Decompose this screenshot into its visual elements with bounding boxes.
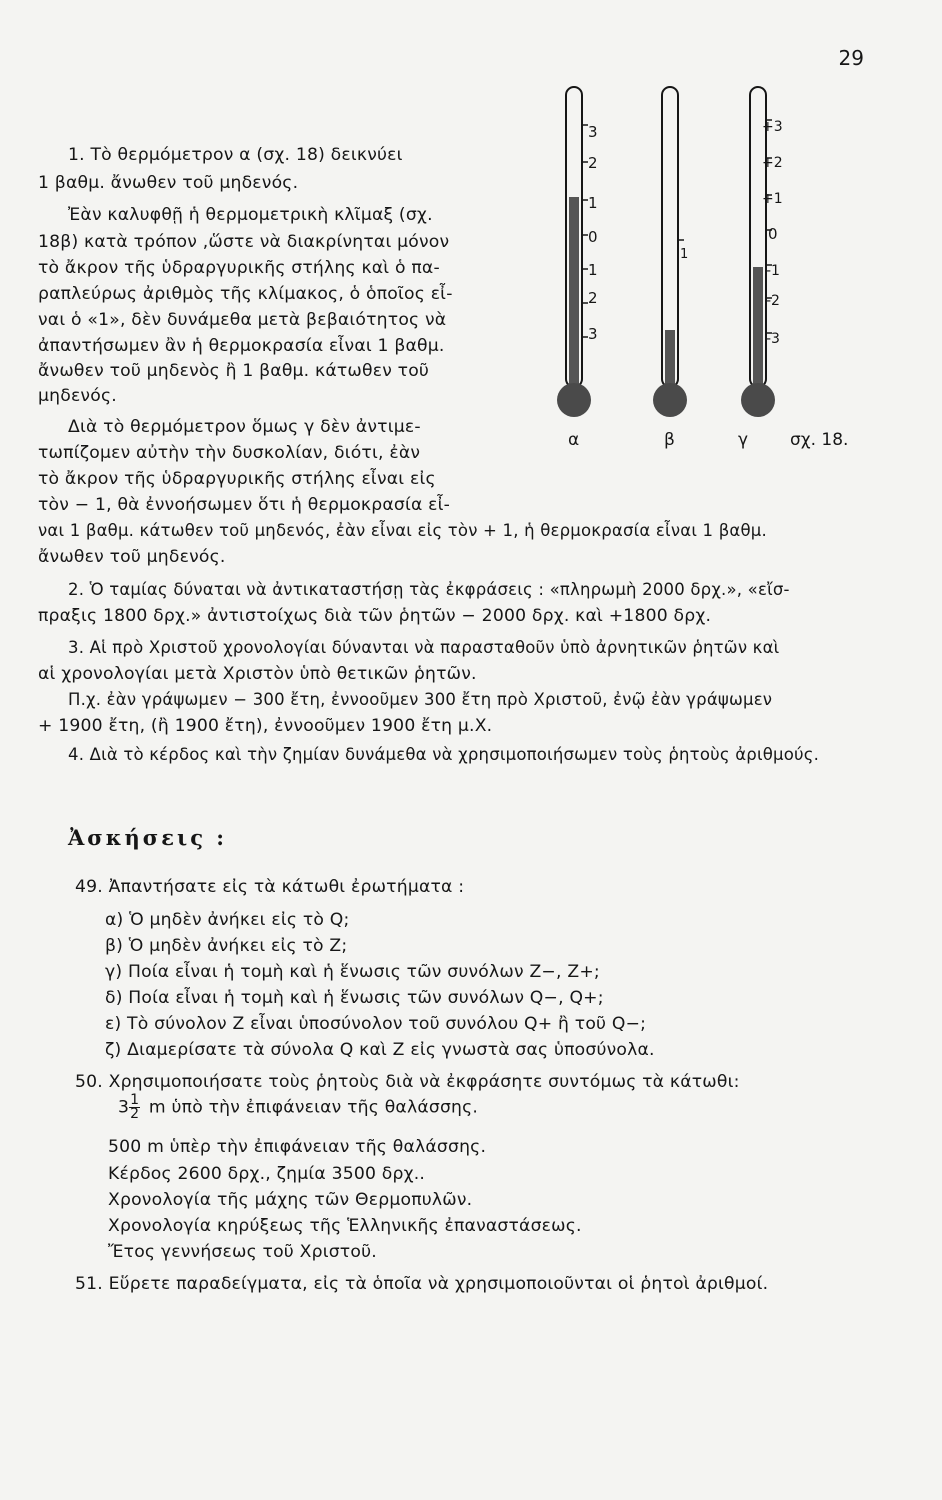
paragraph-line: αἱ χρονολογίαι μετὰ Χριστὸν ὑπὸ θετικῶν ῥητῶν. [38, 664, 477, 684]
tick-label: 3 [588, 123, 598, 141]
paragraph-line: ἀπαντήσωμεν ἂν ἡ θερμοκρασία εἶναι 1 βαθμ. [38, 336, 445, 356]
paragraph-line: ναι 1 βαθμ. κάτωθεν τοῦ μηδενός, ἐὰν εἶναι εἰς τὸν + 1, ἡ θερμοκρασία εἶναι 1 βαθμ. [38, 521, 767, 540]
tick-label: 0 [768, 225, 778, 243]
paragraph-line: Π.χ. ἐὰν γράψωμεν − 300 ἔτη, ἐννοοῦμεν 300 ἔτη πρὸ Χριστοῦ, ἐνῷ ἐὰν γράψωμεν [68, 690, 773, 709]
thermometer-gamma [738, 87, 783, 450]
exercise-49: 49. Ἀπαντήσατε εἰς τὰ κάτωθι ἐρωτήματα : [75, 877, 465, 897]
tick-label: 0 [588, 228, 598, 246]
paragraph-line: 2. Ὁ ταμίας δύναται νὰ ἀντικαταστήσῃ τὰς ἐκφράσεις : «πληρωμὴ 2000 δρχ.», «εἴσ- [68, 580, 790, 599]
fraction-numerator: 1 [130, 1092, 140, 1108]
paragraph-line: μηδενός. [38, 386, 117, 406]
thermometer-label: α [568, 430, 580, 450]
paragraph-line: ναι ὁ «1», δὲν δυνάμεθα μετὰ βεβαιότητος νὰ [38, 310, 447, 330]
exercise-49-item: α) Ὁ μηδὲν ἀνήκει εἰς τὸ Q; [105, 910, 350, 930]
tick-label: -3 [766, 331, 780, 347]
exercise-49-item: ζ) Διαμερίσατε τὰ σύνολα Q καὶ Ζ εἰς γνωστὰ σας ὑποσύνολα. [105, 1040, 655, 1060]
paragraph-line: Διὰ τὸ θερμόμετρον ὅμως γ δὲν ἀντιμε- [68, 417, 421, 437]
exercise-49-item: ε) Τὸ σύνολον Ζ εἶναι ὑποσύνολον τοῦ συνόλου Q+ ἢ τοῦ Q−; [105, 1014, 647, 1034]
paragraph-line: τὸ ἄκρον τῆς ὑδραργυρικῆς στήλης καὶ ὁ πα- [38, 258, 440, 278]
exercise-50-item: Ἔτος γεννήσεως τοῦ Χριστοῦ. [108, 1242, 377, 1262]
tick-label: 3 [588, 325, 598, 343]
exercise-50: 50. Χρησιμοποιήσατε τοὺς ῥητοὺς διὰ νὰ ἐκφράσητε συντόμως τὰ κάτωθι: [75, 1072, 740, 1092]
paragraph-line: 1. Τὸ θερμόμετρον α (σχ. 18) δεικνύει [68, 145, 403, 165]
tick-label: +1 [762, 191, 783, 207]
tick-label: -1 [766, 263, 780, 279]
tick-label: 2 [588, 154, 598, 172]
exercise-49-item: γ) Ποία εἶναι ἡ τομὴ καὶ ἡ ἕνωσις τῶν συνόλων Ζ−, Ζ+; [105, 962, 600, 982]
paragraph-line: τωπίζομεν αὐτὴν τὴν δυσκολίαν, διότι, ἐὰν [38, 443, 421, 463]
tick-label: 1 [680, 247, 689, 262]
exercise-49-item: β) Ὁ μηδὲν ἀνήκει εἰς τὸ Ζ; [105, 936, 348, 956]
paragraph-line: ἄνωθεν τοῦ μηδενός. [38, 547, 226, 567]
paragraph-line: + 1900 ἔτη, (ἢ 1900 ἔτη), ἐννοοῦμεν 1900 ἔτη μ.Χ. [38, 716, 493, 736]
thermometer-beta [653, 87, 688, 450]
exercise-50-item [118, 1094, 478, 1121]
paragraph-line: ἄνωθεν τοῦ μηδενὸς ἢ 1 βαθμ. κάτωθεν τοῦ [38, 361, 430, 381]
paragraph-line: τὸ ἄκρον τῆς ὑδραργυρικῆς στήλης εἶναι εἰς [38, 469, 436, 489]
paragraph-line: τὸν − 1, θὰ ἐννοήσωμεν ὅτι ἡ θερμοκρασία εἶ- [38, 495, 451, 515]
tick-label: -2 [766, 293, 780, 309]
thermometer-figure [540, 75, 880, 455]
thermometer-alpha [557, 87, 598, 450]
paragraph-line: Ἐὰν καλυφθῇ ἡ θερμομετρικὴ κλῖμαξ (σχ. [68, 205, 433, 225]
exercise-50-item: Χρονολογία κηρύξεως τῆς Ἑλληνικῆς ἐπαναστάσεως. [108, 1216, 582, 1236]
exercise-50-item: Κέρδος 2600 δρχ., ζημία 3500 δρχ.. [108, 1164, 426, 1184]
paragraph-line: 4. Διὰ τὸ κέρδος καὶ τὴν ζημίαν δυνάμεθα νὰ χρησιμοποιήσωμεν τοὺς ῥητοὺς ἀριθμούς. [68, 745, 820, 764]
paragraph-line: 1 βαθμ. ἄνωθεν τοῦ μηδενός. [38, 173, 299, 193]
thermometer-label: γ [738, 430, 749, 450]
section-heading: Ἀσκήσεις : [68, 825, 228, 850]
tick-label: +3 [762, 119, 783, 135]
exercise-49-item: δ) Ποία εἶναι ἡ τομὴ καὶ ἡ ἕνωσις τῶν συνόλων Q−, Q+; [105, 988, 604, 1008]
figure-caption: σχ. 18. [790, 430, 849, 450]
mixed-number-whole: 3 [118, 1097, 130, 1118]
thermometer-label: β [664, 430, 675, 450]
page-number: 29 [838, 46, 864, 70]
paragraph-line: 3. Αἱ πρὸ Χριστοῦ χρονολογίαι δύνανται νὰ παρασταθοῦν ὑπὸ ἀρνητικῶν ῥητῶν καὶ [68, 638, 780, 657]
fraction [129, 1094, 140, 1121]
tick-label: 2 [588, 289, 598, 307]
exercise-51: 51. Εὕρετε παραδείγματα, εἰς τὰ ὁποῖα νὰ χρησιμοποιοῦνται οἱ ῥητοὶ ἀριθμοί. [75, 1274, 769, 1294]
exercise-50-item: 500 m ὑπὲρ τὴν ἐπιφάνειαν τῆς θαλάσσης. [108, 1137, 487, 1157]
paragraph-line: 18β) κατὰ τρόπον ,ὥστε νὰ διακρίνηται μόνον [38, 232, 450, 252]
tick-label: 1 [588, 261, 598, 279]
paragraph-line: ραπλεύρως ἀριθμὸς τῆς κλίμακος, ὁ ὁποῖος εἶ- [38, 284, 453, 304]
fraction-denominator: 2 [130, 1106, 140, 1122]
paragraph-line: πραξις 1800 δρχ.» ἀντιστοίχως διὰ τῶν ῥητῶν − 2000 δρχ. καὶ +1800 δρχ. [38, 606, 712, 626]
exercise-50-item: Χρονολογία τῆς μάχης τῶν Θερμοπυλῶν. [108, 1190, 473, 1210]
exercise-50-item-text: m ὑπὸ τὴν ἐπιφάνειαν τῆς θαλάσσης. [148, 1097, 479, 1118]
tick-label: 1 [588, 194, 598, 212]
tick-label: +2 [762, 155, 783, 171]
